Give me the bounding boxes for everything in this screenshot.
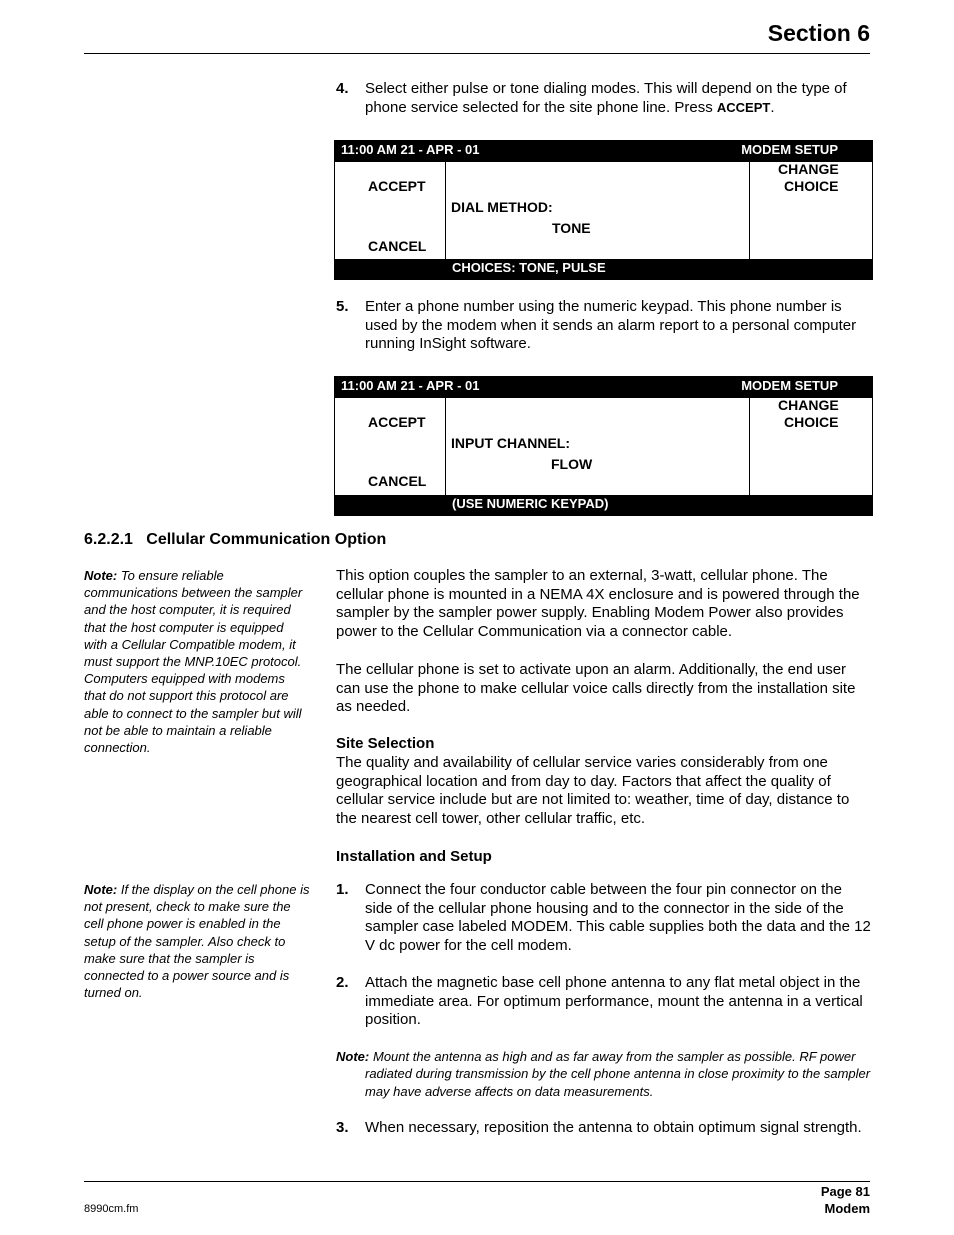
screen-divider-left xyxy=(445,162,446,259)
antenna-note xyxy=(336,1048,872,1100)
field-value: TONE xyxy=(552,220,591,236)
side-note-display xyxy=(84,881,310,1001)
screen-footer-text: CHOICES: TONE, PULSE xyxy=(452,260,606,275)
screen-header xyxy=(335,377,872,398)
note-label: Note: xyxy=(84,568,118,583)
paragraph-intro: This option couples the sampler to an external, 3-watt, cellular phone. The cellular phone is mounted in a NEMA 4X enclosure and is powered through the sampler by the sampler power supply. Enabling Modem Power also provides power to the Cellular Communication via a connector cable. xyxy=(336,567,860,640)
step-text: Select either pulse or tone dialing modes. This will depend on the type of phone service selected for the site phone line. Press xyxy=(365,80,847,116)
site-selection-text: The quality and availability of cellular service varies considerably from one geographical location and from day to day. Factors that affect the quality of cellular service include but are not limited to: weather, time of day, distance to the nearest cell tower, other cellular traffic, etc. xyxy=(336,754,850,827)
softkey-cancel[interactable]: CANCEL xyxy=(368,238,427,254)
step-text: When necessary, reposition the antenna to obtain optimum signal strength. xyxy=(365,1119,862,1136)
screen-footer-text: (USE NUMERIC KEYPAD) xyxy=(452,496,609,511)
install-step-2 xyxy=(336,974,871,1030)
step-text: Attach the magnetic base cell phone antenna to any flat metal object in the immediate area. For optimum performance, mount the antenna in a vertical position. xyxy=(365,974,863,1029)
field-value: FLOW xyxy=(551,456,593,472)
screen-mode: MODEM SETUP xyxy=(741,378,838,393)
screen-divider-right xyxy=(749,398,750,495)
softkey-cancel[interactable]: CANCEL xyxy=(368,473,427,489)
step-4 xyxy=(336,80,871,117)
site-selection-heading: Site Selection xyxy=(336,735,435,752)
install-step-3 xyxy=(336,1119,871,1138)
header-rule xyxy=(84,53,870,54)
display-screen-input-channel xyxy=(334,376,873,516)
note-text: If the display on the cell phone is not present, check to make sure the cell phone power is enabled in the setup of the sampler. Also check to make sure that the sampler is connected to a power source and is turned on. xyxy=(84,882,310,1001)
screen-body xyxy=(335,398,872,495)
footer-filename: 8990cm.fm xyxy=(84,1203,139,1215)
footer-rule xyxy=(84,1181,870,1182)
step-5 xyxy=(336,298,871,354)
step-number: 4. xyxy=(336,80,349,97)
display-screen-dial-method xyxy=(334,140,873,280)
field-label: DIAL METHOD: xyxy=(451,199,553,215)
screen-footer xyxy=(335,259,872,279)
install-step-1 xyxy=(336,881,871,955)
side-note-modem xyxy=(84,567,310,756)
footer-chapter: Modem xyxy=(824,1201,870,1216)
note-text-wrap xyxy=(336,1048,872,1100)
step-text: Connect the four conductor cable between the four pin connector on the side of the cellular phone housing and to the connector in the side of the sampler case labeled MODEM. This cable supplies both the data and the 12 V dc power for the cell modem. xyxy=(365,881,871,954)
subsection-number: 6.2.2.1 xyxy=(84,531,133,548)
screen-body xyxy=(335,162,872,259)
softkey-accept[interactable]: ACCEPT xyxy=(368,414,426,430)
installation-heading: Installation and Setup xyxy=(336,848,492,865)
subsection-title: Cellular Communication Option xyxy=(146,531,387,548)
screen-time: 11:00 AM 21 - APR - 01 xyxy=(341,142,480,157)
subsection-heading xyxy=(84,531,386,549)
section-title: Section 6 xyxy=(767,20,870,46)
note-text: Mount the antenna as high and as far away from the sampler as possible. RF power radiated during transmission by the cell phone antenna in close proximity to the sampler may have adverse affects on data measurements. xyxy=(365,1049,871,1099)
footer-page: Page 81 xyxy=(820,1184,870,1199)
screen-footer xyxy=(335,495,872,515)
paragraph-activation: The cellular phone is set to activate upon an alarm. Additionally, the end user can use the phone to make cellular voice calls directly from the installation site as needed. xyxy=(336,661,856,716)
screen-divider-right xyxy=(749,162,750,259)
screen-time: 11:00 AM 21 - APR - 01 xyxy=(341,378,480,393)
step-number: 1. xyxy=(336,881,349,898)
note-text: To ensure reliable communications between the sampler and the host computer, it is required that the host computer is equipped with a Cellular Compatible modem, it must support the MNP.10EC protocol. Computers equipped with modems that do not support this protocol are able to connect to the sampler but will not be able to maintain a reliable connection. xyxy=(84,568,303,756)
step-number: 3. xyxy=(336,1119,349,1136)
screen-mode: MODEM SETUP xyxy=(741,142,838,157)
note-label: Note: xyxy=(84,882,118,897)
step-text: Enter a phone number using the numeric keypad. This phone number is used by the modem when it sends an alarm report to a personal computer running InSight software. xyxy=(365,298,857,353)
softkey-change[interactable]: CHANGE xyxy=(778,161,839,177)
step-number: 2. xyxy=(336,974,349,991)
step-number: 5. xyxy=(336,298,349,315)
screen-header xyxy=(335,141,872,162)
softkey-choice[interactable]: CHOICE xyxy=(784,414,839,430)
softkey-accept[interactable]: ACCEPT xyxy=(368,178,426,194)
softkey-change[interactable]: CHANGE xyxy=(778,397,839,413)
softkey-choice[interactable]: CHOICE xyxy=(784,178,839,194)
field-label: INPUT CHANNEL: xyxy=(451,435,570,451)
note-label: Note: xyxy=(336,1049,370,1064)
accept-keyword: ACCEPT xyxy=(716,99,771,115)
step-end: . xyxy=(770,98,775,116)
screen-divider-left xyxy=(445,398,446,495)
